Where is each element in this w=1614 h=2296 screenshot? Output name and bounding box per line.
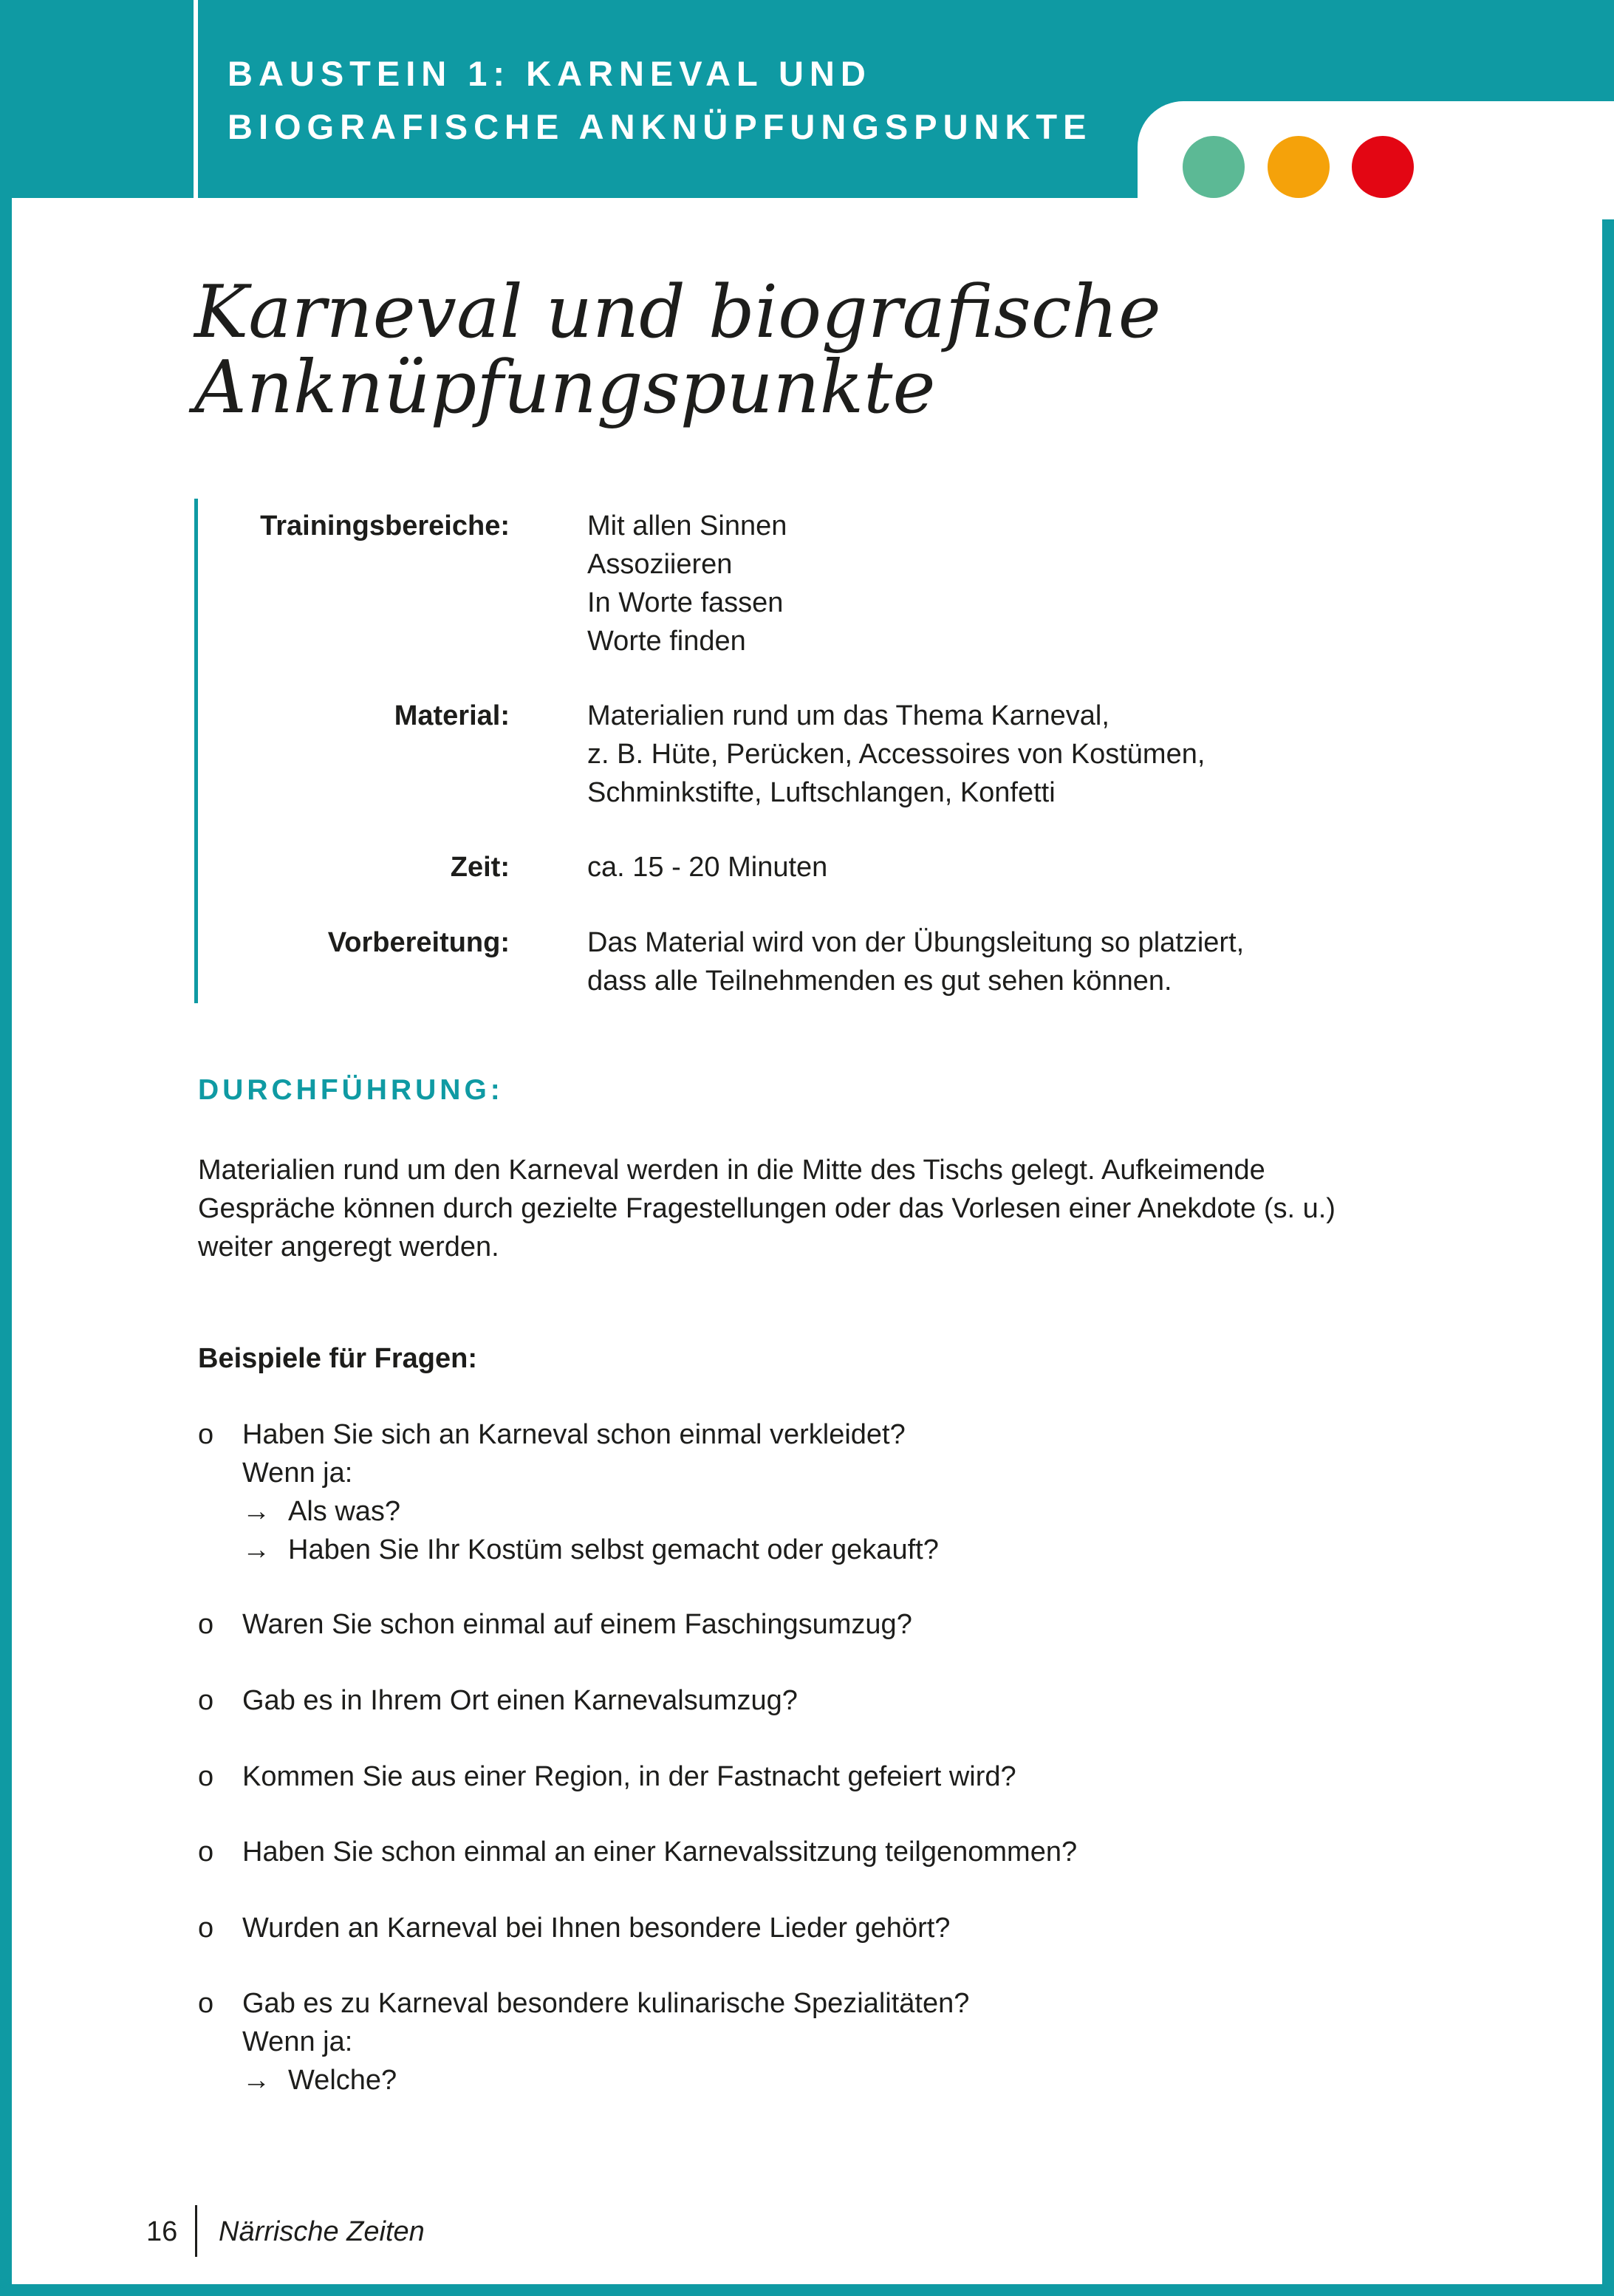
header-divider — [194, 0, 198, 198]
book-title: Närrische Zeiten — [219, 2216, 425, 2247]
footer-divider — [195, 2205, 197, 2257]
page-title-line-1: Karneval und biografische — [194, 270, 1161, 355]
training-value: In Worte fassen — [587, 587, 784, 618]
material-label: Material: — [394, 700, 510, 731]
difficulty-dot-orange-icon — [1268, 136, 1330, 198]
bullet-marker: o — [198, 1419, 214, 1450]
header-title-line-2: BIOGRAFISCHE ANKNÜPFUNGSPUNKTE — [228, 107, 1092, 146]
question-text: Haben Sie sich an Karneval schon einmal verkleidet? — [242, 1419, 906, 1450]
durchfuehrung-heading: DURCHFÜHRUNG: — [198, 1074, 504, 1106]
vorbereitung-values — [587, 923, 1474, 1000]
sub-answer-text: Als was? — [288, 1496, 401, 1527]
vorbereitung-value: Das Material wird von der Übungsleitung so platziert, — [587, 927, 1245, 958]
sub-answer — [242, 2061, 1498, 2099]
sub-answer — [242, 1492, 1498, 1531]
arrow-right-icon: → — [242, 1534, 270, 1565]
paragraph-line: Gespräche können durch gezielte Fragestellungen oder das Vorlesen einer Anekdote (s. u.) — [198, 1193, 1336, 1224]
zeit-value-text: ca. 15 - 20 Minuten — [587, 852, 828, 883]
page-title — [194, 270, 1450, 430]
sub-answer-text: Haben Sie Ihr Kostüm selbst gemacht oder gekauft? — [288, 1534, 939, 1565]
difficulty-dot-red-icon — [1352, 136, 1414, 198]
paragraph-line: weiter angeregt werden. — [198, 1231, 499, 1263]
arrow-right-icon: → — [242, 1496, 270, 1527]
header-title — [228, 47, 1188, 154]
material-value: Materialien rund um das Thema Karneval, — [587, 700, 1109, 731]
bullet-marker: o — [198, 1988, 214, 2019]
question-text: Waren Sie schon einmal auf einem Faschingsumzug? — [242, 1609, 912, 1640]
question-text: Gab es in Ihrem Ort einen Karnevalsumzug? — [242, 1685, 798, 1716]
training-value: Mit allen Sinnen — [587, 510, 787, 541]
questions-heading: Beispiele für Fragen: — [198, 1343, 477, 1374]
question-followup: Wenn ja: — [242, 1458, 353, 1489]
info-block-rule — [194, 499, 198, 1003]
question-text: Wurden an Karneval bei Ihnen besondere Lieder gehört? — [242, 1913, 951, 1944]
bullet-marker: o — [198, 1609, 214, 1640]
question-followup: Wenn ja: — [242, 2026, 353, 2057]
sub-answer — [242, 1531, 1498, 1569]
zeit-label: Zeit: — [450, 852, 510, 883]
zeit-value — [587, 848, 1474, 886]
vorbereitung-value: dass alle Teilnehmenden es gut sehen können. — [587, 966, 1172, 997]
page-title-line-2: Anknüpfungspunkte — [194, 346, 936, 430]
bullet-marker: o — [198, 1761, 214, 1792]
bullet-marker: o — [198, 1913, 214, 1944]
material-value: z. B. Hüte, Perücken, Accessoires von Kostümen, — [587, 739, 1206, 770]
material-value: Schminkstifte, Luftschlangen, Konfetti — [587, 777, 1056, 808]
difficulty-dot-green-icon — [1183, 136, 1245, 198]
bullet-marker: o — [198, 1685, 214, 1716]
question-text: Haben Sie schon einmal an einer Karnevalssitzung teilgenommen? — [242, 1837, 1078, 1868]
training-value: Assoziieren — [587, 549, 733, 580]
training-value: Worte finden — [587, 626, 746, 657]
vorbereitung-label: Vorbereitung: — [327, 927, 510, 958]
durchfuehrung-paragraph — [198, 1151, 1454, 1266]
arrow-right-icon: → — [242, 2065, 270, 2096]
bullet-marker: o — [198, 1837, 214, 1868]
question-text: Gab es zu Karneval besondere kulinarische Spezialitäten? — [242, 1988, 970, 2019]
training-label: Trainingsbereiche: — [260, 510, 510, 541]
sub-answer-text: Welche? — [288, 2065, 397, 2096]
material-values — [587, 697, 1474, 812]
page-number: 16 — [146, 2216, 178, 2247]
header-title-line-1: BAUSTEIN 1: KARNEVAL UND — [228, 54, 872, 93]
question-text: Kommen Sie aus einer Region, in der Fastnacht gefeiert wird? — [242, 1761, 1016, 1792]
paragraph-line: Materialien rund um den Karneval werden in die Mitte des Tischs gelegt. Aufkeimende — [198, 1155, 1265, 1186]
training-values — [587, 507, 1474, 660]
